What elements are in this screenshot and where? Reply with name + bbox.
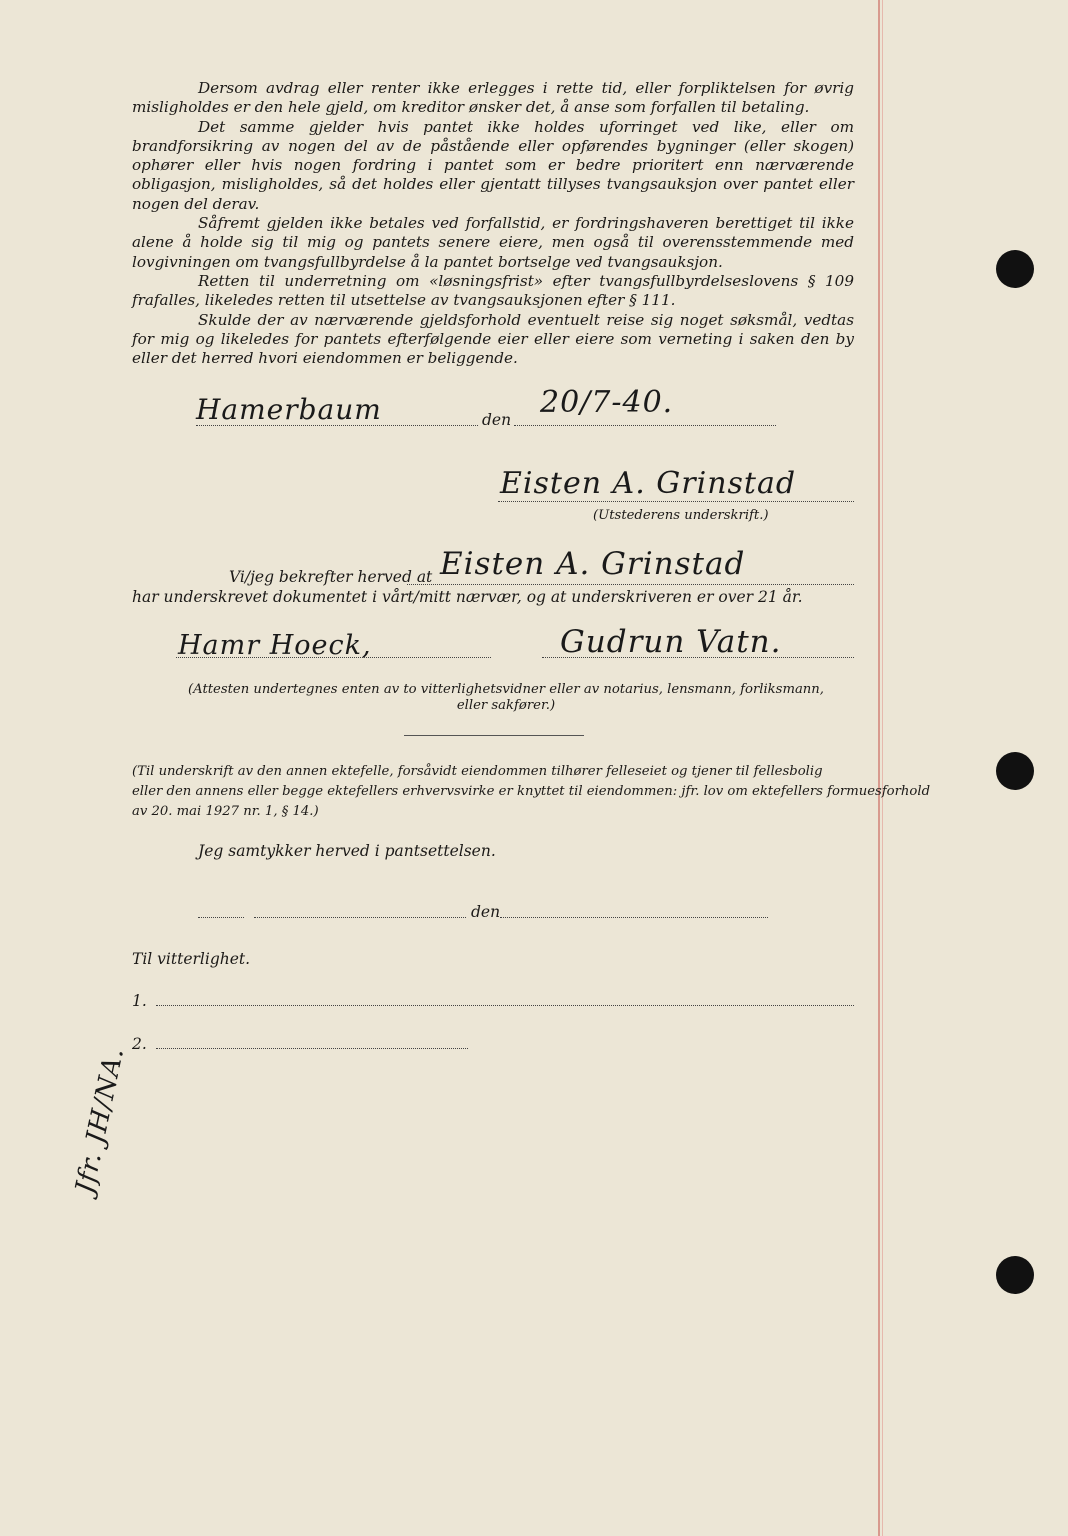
witness-statement-name: Eisten A. Grinstad bbox=[440, 546, 746, 582]
witness-number-1: 1. bbox=[132, 992, 147, 1010]
margin-note-handwritten: Jfr. JH/NA. bbox=[70, 1044, 131, 1197]
witness-line-1 bbox=[156, 1005, 854, 1006]
margin-rule-secondary bbox=[882, 0, 883, 1536]
consent-den-label: den bbox=[471, 903, 501, 921]
section-divider bbox=[404, 735, 584, 736]
spouse-note-line2: eller den annens eller begge ektefellers erhvervsvirke er knyttet til eiendommen: jfr. lov om ektefellers formuesforhold bbox=[132, 784, 931, 799]
margin-rule bbox=[878, 0, 880, 1536]
place-line bbox=[196, 425, 478, 426]
punch-hole bbox=[996, 752, 1034, 790]
issuer-caption: (Utstederens underskrift.) bbox=[593, 508, 769, 523]
punch-hole bbox=[996, 250, 1034, 288]
terms-text bbox=[132, 79, 854, 368]
attest-note-line2: eller sakfører.) bbox=[456, 698, 556, 713]
witness-statement-name-line bbox=[407, 584, 854, 585]
punch-hole bbox=[996, 1256, 1034, 1294]
issuer-signature: Eisten A. Grinstad bbox=[500, 466, 797, 501]
issuer-signature-line bbox=[498, 501, 854, 502]
witness-signature-line-first bbox=[176, 657, 491, 658]
witness-signature-line-second bbox=[542, 657, 854, 658]
witness-statement-prefix: Vi/jeg bekrefter herved at bbox=[229, 568, 433, 586]
consent-date-line bbox=[500, 917, 768, 918]
terms-paragraph: Skulde der av nærværende gjeldsforhold eventuelt reise sig noget søksmål, vedtas for mig og likeledes for pantets efterfølgende eier eller eiere som verneting i saken den by eller det herred hvori eiendommen er beliggende. bbox=[132, 310, 854, 368]
date-handwritten: 20/7-40. bbox=[540, 385, 674, 420]
consent-place-line bbox=[254, 917, 466, 918]
witness-line-2 bbox=[156, 1048, 468, 1049]
witness-signature-second: Gudrun Vatn. bbox=[560, 624, 782, 660]
spouse-note-line3: av 20. mai 1927 nr. 1, § 14.) bbox=[132, 804, 319, 819]
attest-note-line1: (Attesten undertegnes enten av to vitterlighetsvidner eller av notarius, lensmann, forliksmann, bbox=[188, 682, 824, 697]
witness-signature-first: Hamr Hoeck, bbox=[178, 630, 372, 661]
terms-paragraph: Såfremt gjelden ikke betales ved forfallstid, er fordringshaveren berettiget til ikke alene å holde sig til mig og pantets senere eiere, men også til overensstemmende med lovgivningen om tvangsfullbyrdelse å la pantet bortselge ved tvangsauksjon. bbox=[132, 214, 854, 271]
spouse-note-line1: (Til underskrift av den annen ektefelle, forsåvidt eiendommen tilhører felleseiet og tjener til fellesbolig bbox=[132, 764, 823, 779]
place-handwritten: Hamerbaum bbox=[196, 393, 382, 426]
consent-text: Jeg samtykker herved i pantsettelsen. bbox=[198, 842, 496, 860]
den-label: den bbox=[482, 411, 512, 429]
terms-paragraph: Det samme gjelder hvis pantet ikke holdes uforringet ved like, eller om brandforsikring av nogen del av de påstående eller opførendes bygninger (eller skogen) ophører eller hvis nogen fordring i pantet som er bedre prioritert enn nærværende obligasjon, misligholdes, så det holdes eller gjentatt tillyses tvangsauksjon over pantet eller nogen del derav. bbox=[132, 117, 854, 213]
terms-paragraph: Retten til underretning om «løsningsfrist» efter tvangsfullbyrdelseslovens § 109 frafalles, likeledes retten til utsettelse av tvangsauksjonen efter § 111. bbox=[132, 271, 854, 310]
witness-statement-line2: har underskrevet dokumentet i vårt/mitt nærvær, og at underskriveren er over 21 år. bbox=[132, 588, 803, 606]
consent-place-line-short bbox=[198, 917, 244, 918]
witness-number-2: 2. bbox=[132, 1035, 147, 1053]
date-line bbox=[514, 425, 776, 426]
witnesses-title: Til vitterlighet. bbox=[132, 950, 251, 968]
terms-paragraph: Dersom avdrag eller renter ikke erlegges i rette tid, eller forpliktelsen for øvrig misligholdes er den hele gjeld, om kreditor ønsker det, å anse som forfallen til betaling. bbox=[132, 79, 854, 117]
